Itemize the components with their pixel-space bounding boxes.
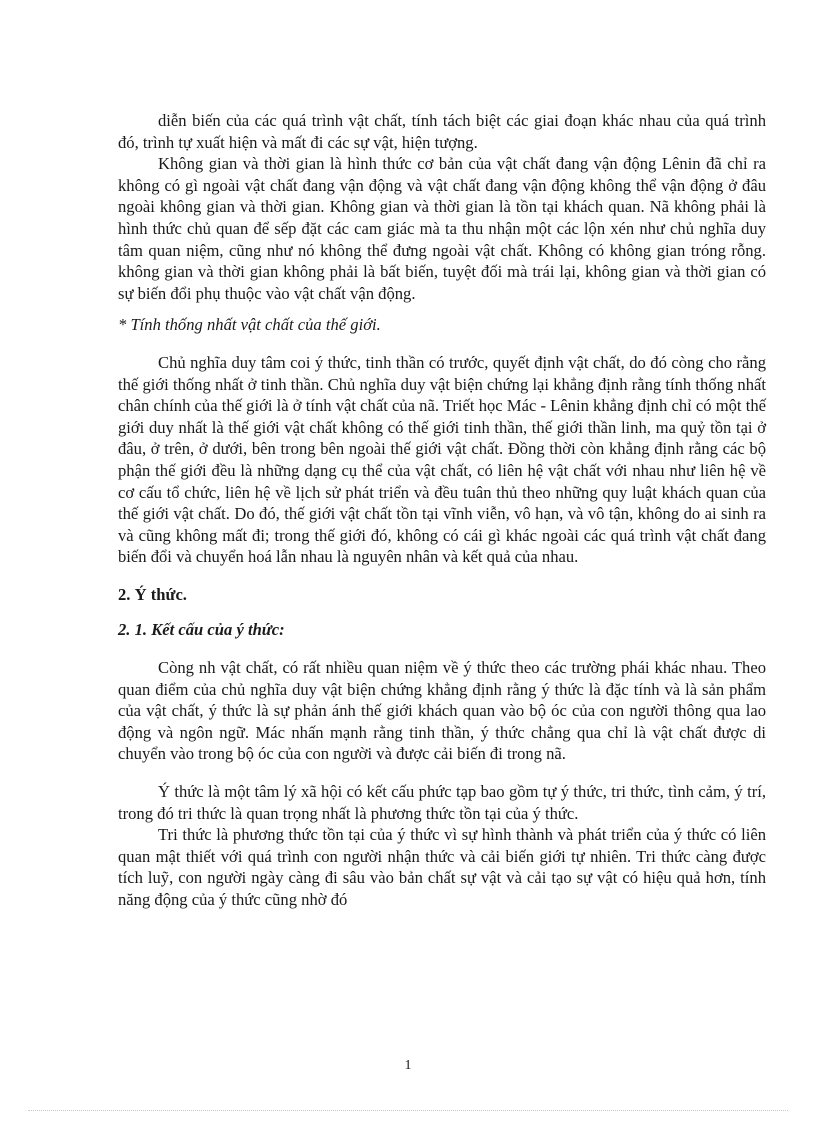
page-number: 1 bbox=[404, 1058, 412, 1073]
subheading-material-unity: * Tính thống nhất vật chất của thế giới. bbox=[118, 315, 381, 335]
paragraph-space-time: Không gian và thời gian là hình thức cơ bản của vật chất đang vận động Lênin đã chỉ ra không có gì ngoài vật chất đang vận động và vật chất đang vận động không thể vận động ở đâu ngoài không gian và thời gian. Không gian và thời gian là tồn tại khách quan. Nã không phải là hình thức chủ quan để sếp đặt các cam giác mà ta thu nhận một các lộn xén như chủ nghĩa duy tâm quan niệm, cũng như nó không thể đưng ngoài vật chất. Không có không gian tróng rỗng. không gian và thời gian không phải là bất biến, tuyệt đối mà trái lại, không gian và thời gian có sự biến đổi phụ thuộc vào vật chất vận động. bbox=[118, 154, 766, 303]
page-bottom-divider bbox=[28, 1110, 788, 1111]
subsection-heading-structure: 2. 1. Kết cấu của ý thức: bbox=[118, 620, 285, 640]
paragraph-material-unity: Chủ nghĩa duy tâm coi ý thức, tinh thần có trước, quyết định vật chất, do đó còng cho rằng thế giới thống nhất ở tinh thần. Chủ nghĩa duy vật biện chứng lại khẳng định rằng tính thống nhất chân chính của thế giới là ở tính vật chất của nã. Triết học Mác - Lênin khẳng định chỉ có một thế giới duy nhất là thế giới vật chất không có thế giới tinh thần, thế giới thần linh, ma quỷ tồn tại ở đâu, ở trên, ở dưới, bên trong bên ngoài thế giới vật chất. Đồng thời còn khẳng định rằng các bộ phận thế giới đều là những dạng cụ thể của vật chất, có liên hệ vật chất với nhau như liên hệ về cơ cấu tổ chức, liên hệ về lịch sử phát triển và đều tuân thủ theo những quy luật khách quan của thế giới vật chất. Do đó, thế giới vật chất tồn tại vĩnh viễn, vô hạn, và vô tận, không do ai sinh ra và cũng không mất đi; trong thế giới đó, không có cái gì khác ngoài các quá trình vật chất đang biến đổi và chuyển hoá lẫn nhau là nguyên nhân và kết quả của nhau. bbox=[118, 352, 766, 567]
paragraph-space-time-continued: diễn biến của các quá trình vật chất, tính tách biệt các giai đoạn khác nhau của quá trình đó, trình tự xuất hiện và mất đi các sự vật, hiện tượng. bbox=[118, 111, 766, 152]
paragraph-consciousness-structure: Ý thức là một tâm lý xã hội có kết cấu phức tạp bao gồm tự ý thức, tri thức, tình cảm, ý trí, trong đó tri thức là quan trọng nhất là phương thức tồn tại của ý thức. bbox=[118, 782, 766, 823]
document-body bbox=[118, 110, 766, 911]
section-heading-consciousness: 2. Ý thức. bbox=[118, 584, 187, 604]
paragraph-consciousness-views: Còng nh vật chất, có rất nhiều quan niệm về ý thức theo các trường phái khác nhau. Theo quan điểm của chủ nghĩa duy vật biện chứng khẳng định rằng ý thức là đặc tính và là sản phẩm của vật chất, ý thức là sự phản ánh thế giới khách quan vào bộ óc của con người thông qua lao động và ngôn ngữ. Mác nhấn mạnh rằng tinh thần, ý thức chẳng qua chỉ là vật chất được di chuyển vào trong bộ óc của con người và được cải biến đi trong nã. bbox=[118, 658, 766, 764]
paragraph-knowledge: Tri thức là phương thức tồn tại của ý thức vì sự hình thành và phát triển của ý thức có liên quan mật thiết với quá trình con người nhận thức và cải biến giới tự nhiên. Tri thức càng được tích luỹ, con người ngày càng đi sâu vào bản chất sự vật và cải tạo sự vật có hiệu quả hơn, tính năng động của ý thức cũng nhờ đó bbox=[118, 825, 766, 909]
